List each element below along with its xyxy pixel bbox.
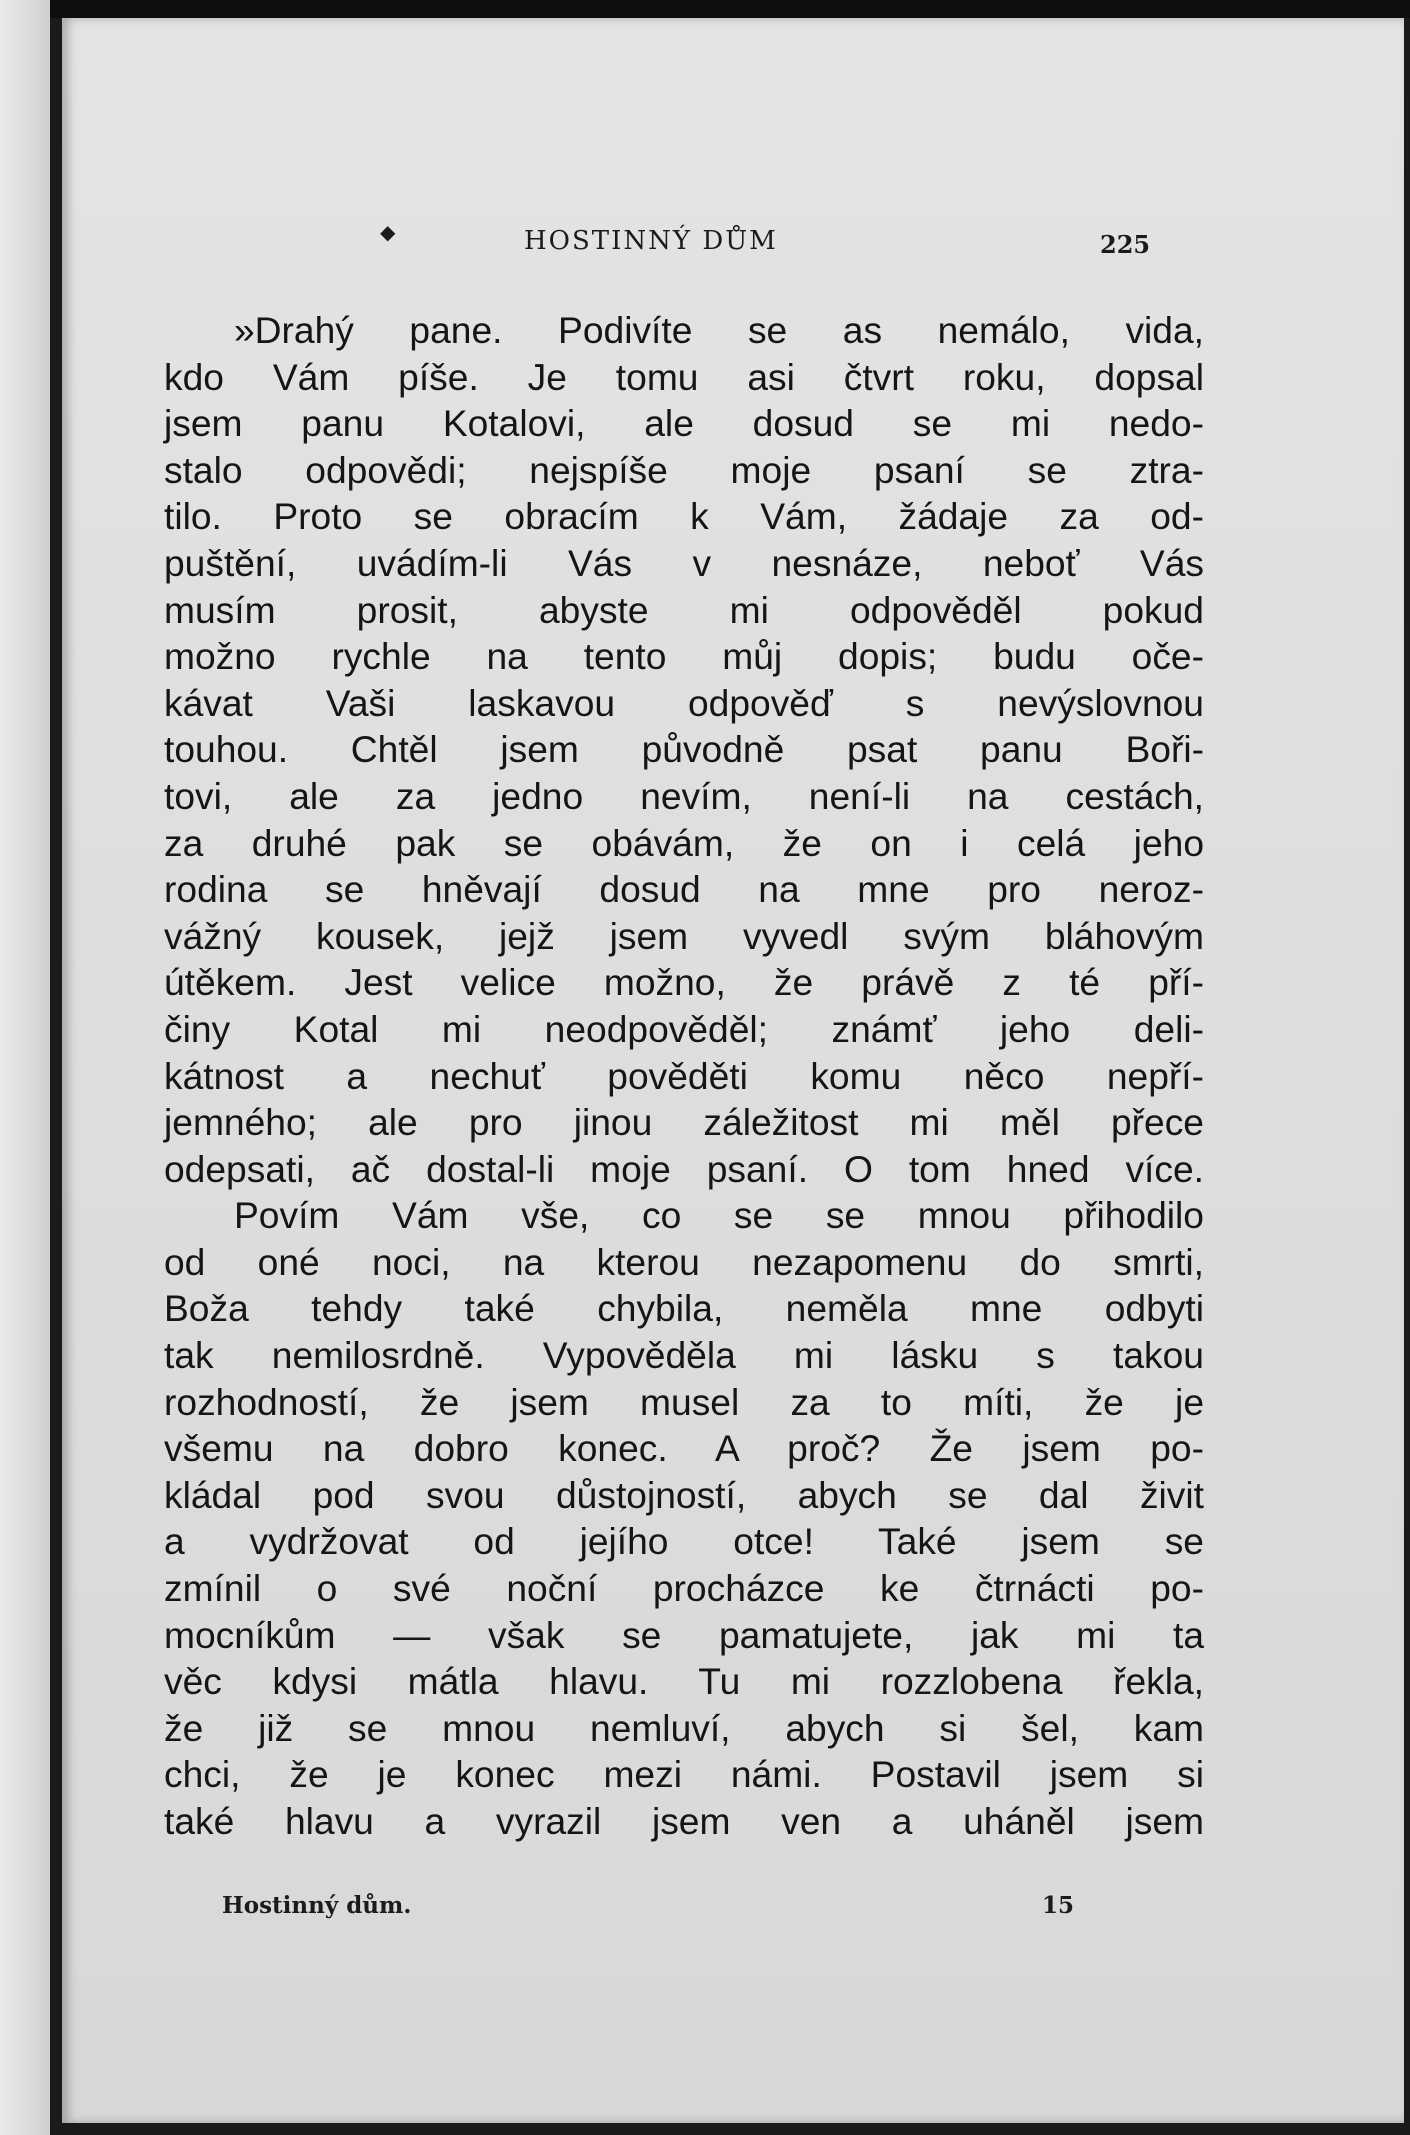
text-line: odepsati, ač dostal-li moje psaní. O tom hned více.: [164, 1147, 1204, 1190]
text-line: všemu na dobro konec. A proč? Že jsem po-: [164, 1427, 1204, 1470]
text-line: jsem panu Kotalovi, ale dosud se mi nedo-: [164, 402, 1204, 445]
text-line: zmínil o své noční procházce ke čtrnácti po-: [164, 1567, 1204, 1610]
text-line: rozhodností, že jsem musel za to míti, že je: [164, 1380, 1204, 1423]
signature-number: 15: [1042, 1892, 1075, 1919]
text-line: věc kdysi mátla hlavu. Tu mi rozzlobena řekla,: [164, 1660, 1204, 1703]
text-line: tovi, ale za jedno nevím, není-li na cestách,: [164, 774, 1204, 817]
scan-top-border: [0, 0, 1410, 18]
text-line: puštění, uvádím-li Vás v nesnáze, neboť Vás: [164, 541, 1204, 584]
text-line: musím prosit, abyste mi odpověděl pokud: [164, 588, 1204, 631]
text-line: rodina se hněvají dosud na mne pro neroz-: [164, 868, 1204, 911]
book-page: [62, 18, 1404, 2123]
text-line: kládal pod svou důstojností, abych se dal živit: [164, 1473, 1204, 1516]
text-line: kátnost a nechuť pověděti komu něco nepří-: [164, 1054, 1204, 1097]
text-line: »Drahý pane. Podivíte se as nemálo, vida,: [234, 309, 1204, 351]
facing-page-edge: [0, 0, 50, 2135]
text-line: že již se mnou nemluví, abych si šel, kam: [164, 1706, 1204, 1749]
text-line: kdo Vám píše. Je tomu asi čtvrt roku, dopsal: [164, 355, 1204, 398]
text-line: vážný kousek, jejž jsem vyvedl svým bláhovým: [164, 914, 1204, 957]
text-line: Povím Vám vše, co se se mnou přihodilo: [234, 1194, 1204, 1237]
running-head-title: HOSTINNÝ DŮM: [524, 226, 778, 256]
signature-title: Hostinný dům.: [222, 1892, 412, 1919]
text-line: chci, že je konec mezi námi. Postavil jsem si: [164, 1753, 1204, 1796]
text-line: také hlavu a vyrazil jsem ven a uháněl jsem: [164, 1800, 1204, 1842]
text-line: stalo odpovědi; nejspíše moje psaní se ztra-: [164, 448, 1204, 491]
text-line: od oné noci, na kterou nezapomenu do smrti,: [164, 1240, 1204, 1283]
text-line: kávat Vaši laskavou odpověď s nevýslovnou: [164, 681, 1204, 724]
text-line: za druhé pak se obávám, že on i celá jeho: [164, 821, 1204, 864]
text-line: útěkem. Jest velice možno, že právě z té pří-: [164, 961, 1204, 1004]
text-line: tilo. Proto se obracím k Vám, žádaje za od-: [164, 495, 1204, 538]
text-line: mocníkům — však se pamatujete, jak mi ta: [164, 1613, 1204, 1656]
text-line: touhou. Chtěl jsem původně psat panu Boři-: [164, 728, 1204, 771]
text-line: jemného; ale pro jinou záležitost mi měl přece: [164, 1101, 1204, 1144]
body-text: [164, 307, 1204, 1845]
text-line: Boža tehdy také chybila, neměla mne odbyti: [164, 1287, 1204, 1330]
page-number: 225: [1100, 230, 1151, 259]
bullet-mark-icon: ◆: [380, 220, 396, 244]
text-line: a vydržovat od jejího otce! Také jsem se: [164, 1520, 1204, 1563]
text-line: možno rychle na tento můj dopis; budu oče-: [164, 635, 1204, 678]
running-head: [62, 220, 1404, 266]
text-line: činy Kotal mi neodpověděl; známť jeho deli-: [164, 1007, 1204, 1050]
signature-footer: [62, 1892, 1404, 1932]
text-line: tak nemilosrdně. Vypověděla mi lásku s takou: [164, 1334, 1204, 1377]
